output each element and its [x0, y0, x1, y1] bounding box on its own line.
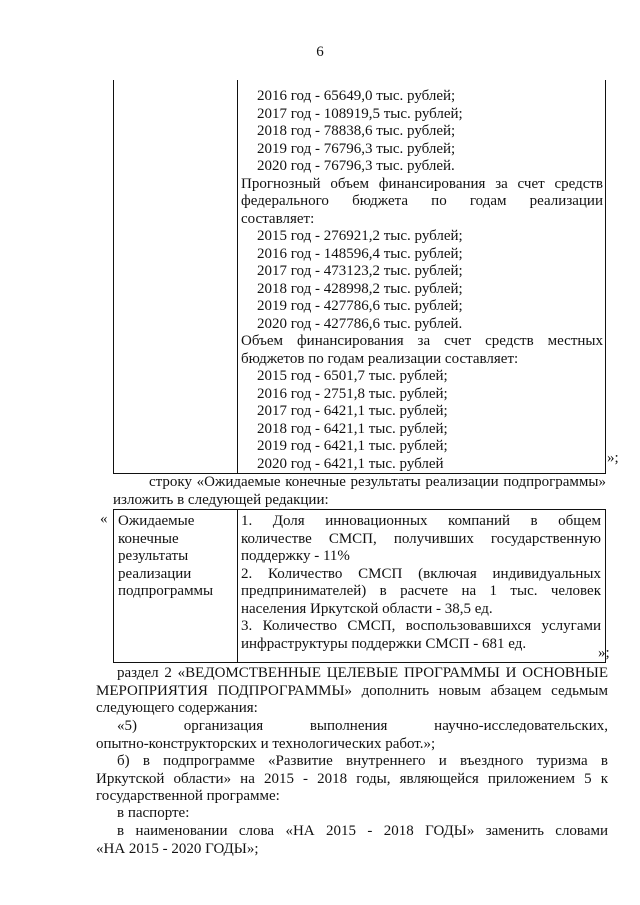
table-border-middle — [237, 80, 238, 474]
paragraph-line: б) в подпрограмме «Развитие внутреннего и въездного туризма в — [117, 753, 608, 769]
financing-line: 2020 год - 6421,1 тыс. рублей — [257, 455, 444, 472]
table2-border-bottom — [113, 662, 606, 663]
paragraph — [96, 805, 608, 823]
stroka-line-1: строку «Ожидаемые конечные результаты реализации подпрограммы» — [149, 474, 606, 490]
paragraph-line: «5) организация выполнения научно-исследовательских, — [117, 718, 608, 734]
financing-line: 2016 год - 65649,0 тыс. рублей; — [257, 88, 456, 104]
results-value-line: инфраструктуры поддержки СМСП - 681 ед. — [241, 635, 527, 652]
paragraph-line: в наименовании слова «НА 2015 - 2018 ГОДЫ» заменить словами — [117, 823, 608, 839]
table2-closing-mark: »; — [598, 645, 610, 661]
results-value-line: количестве СМСП, получивших государственную — [241, 530, 601, 547]
financing-line: 2018 год - 78838,6 тыс. рублей; — [257, 123, 456, 139]
results-value-line: 2. Количество СМСП (включая индивидуальных — [241, 565, 601, 582]
results-value-line: населения Иркутской области - 38,5 ед. — [241, 600, 493, 617]
financing-line: 2015 год - 276921,2 тыс. рублей; — [257, 228, 463, 244]
financing-line: 2019 год - 76796,3 тыс. рублей; — [257, 140, 456, 157]
table1-closing-mark: »; — [607, 450, 619, 466]
page-number: 6 — [316, 44, 324, 60]
paragraph-line: в паспорте: — [117, 805, 190, 821]
paragraph — [96, 665, 608, 718]
results-label-line: результаты — [118, 548, 189, 564]
paragraph-line: государственной программе: — [96, 788, 280, 804]
results-label-line: конечные — [118, 530, 179, 547]
paragraph-line: опытно-конструкторских и технологических работ.»; — [96, 735, 436, 752]
financing-line: 2017 год - 473123,2 тыс. рублей; — [257, 263, 463, 279]
stroka-line-2: изложить в следующей редакции: — [113, 491, 329, 508]
financing-line: 2019 год - 6421,1 тыс. рублей; — [257, 438, 448, 454]
results-label-line: подпрограммы — [118, 583, 214, 599]
financing-line: 2017 год - 108919,5 тыс. рублей; — [257, 105, 463, 122]
paragraph-line: раздел 2 «ВЕДОМСТВЕННЫЕ ЦЕЛЕВЫЕ ПРОГРАММЫ И ОСНОВНЫЕ — [117, 665, 608, 681]
financing-line: 2020 год - 76796,3 тыс. рублей. — [257, 158, 455, 174]
financing-line: бюджетов по годам реализации составляет: — [241, 350, 519, 367]
financing-line: 2018 год - 428998,2 тыс. рублей; — [257, 280, 463, 297]
table-border-left — [113, 80, 114, 474]
table2-border-left — [113, 509, 114, 663]
stroka-paragraph — [113, 474, 606, 509]
results-label-line: Ожидаемые — [118, 513, 195, 529]
financing-line: Прогнозный объем финансирования за счет средств — [241, 175, 603, 192]
table2-opening-mark: « — [100, 511, 108, 527]
financing-line: федерального бюджета по годам реализации — [241, 193, 603, 209]
financing-line: 2016 год - 2751,8 тыс. рублей; — [257, 385, 448, 402]
table2-border-right — [605, 509, 606, 663]
financing-line: 2016 год - 148596,4 тыс. рублей; — [257, 245, 463, 262]
results-value-line: поддержку - 11% — [241, 548, 350, 564]
paragraph — [96, 718, 608, 753]
results-label-line: реализации — [118, 565, 192, 582]
results-value-line: 1. Доля инновационных компаний в общем — [241, 513, 601, 529]
paragraph-line: следующего содержания: — [96, 700, 258, 716]
paragraph-line: «НА 2015 - 2020 ГОДЫ»; — [96, 840, 259, 857]
paragraph-line: Иркутской области» на 2015 - 2018 годы, являющейся приложением 5 к — [96, 770, 608, 787]
financing-line: 2018 год - 6421,1 тыс. рублей; — [257, 420, 448, 437]
table-border-right — [605, 80, 606, 474]
financing-line: 2019 год - 427786,6 тыс. рублей; — [257, 298, 463, 314]
table2-border-middle — [237, 509, 238, 663]
financing-line: 2015 год - 6501,7 тыс. рублей; — [257, 368, 448, 384]
financing-line: составляет: — [241, 210, 315, 227]
financing-line: 2017 год - 6421,1 тыс. рублей; — [257, 403, 448, 419]
results-label-cell — [118, 513, 234, 601]
results-value-line: 3. Количество СМСП, воспользовавшихся услугами — [241, 618, 601, 634]
paragraph-line: МЕРОПРИЯТИЯ ПОДПРОГРАММЫ» дополнить новым абзацем седьмым — [96, 682, 608, 699]
financing-line: Объем финансирования за счет средств местных — [241, 333, 603, 349]
results-value-line: предпринимателей) в расчете на 1 тыс. человек — [241, 583, 601, 599]
paragraph — [96, 753, 608, 806]
paragraph — [96, 823, 608, 858]
results-value-cell — [241, 513, 601, 653]
financing-cell-text — [241, 88, 603, 473]
table2-border-top — [113, 509, 606, 510]
financing-line: 2020 год - 427786,6 тыс. рублей. — [257, 315, 463, 332]
